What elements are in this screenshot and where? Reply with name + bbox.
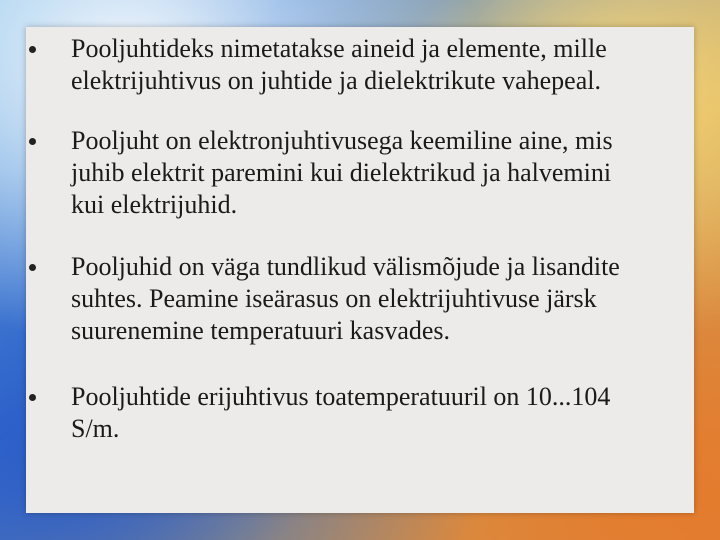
bullet-line: Pooljuhtide erijuhtivus toatemperatuuril on 10...104 [71, 382, 611, 411]
bullet-line: kui elektrijuhid. [71, 190, 238, 219]
bullet-icon [29, 138, 36, 145]
bullet-line: S/m. [71, 414, 120, 443]
bullet-line: Pooljuht on elektronjuhtivusega keemiline aine, mis [71, 126, 613, 155]
bullet-icon [29, 394, 36, 401]
bullet-icon [29, 46, 36, 53]
bullet-text [71, 125, 613, 221]
bullet-line: Pooljuhid on väga tundlikud välismõjude ja lisandite [71, 252, 620, 281]
bullet-icon [29, 264, 36, 271]
bullet-text [71, 381, 610, 445]
bullet-text [71, 251, 620, 347]
bullet-text [71, 33, 607, 97]
bullet-line: suhtes. Peamine iseärasus on elektrijuhtivuse järsk [71, 284, 597, 313]
bullet-line: juhib elektrit paremini kui dielektrikud ja halvemini [71, 158, 612, 187]
bullet-line: suurenemine temperatuuri kasvades. [71, 316, 451, 345]
bullet-line: elektrijuhtivus on juhtide ja dielektrikute vahepeal. [71, 66, 601, 95]
slide-panel [26, 27, 694, 513]
bullet-line: Pooljuhtideks nimetatakse aineid ja elemente, mille [71, 34, 607, 63]
